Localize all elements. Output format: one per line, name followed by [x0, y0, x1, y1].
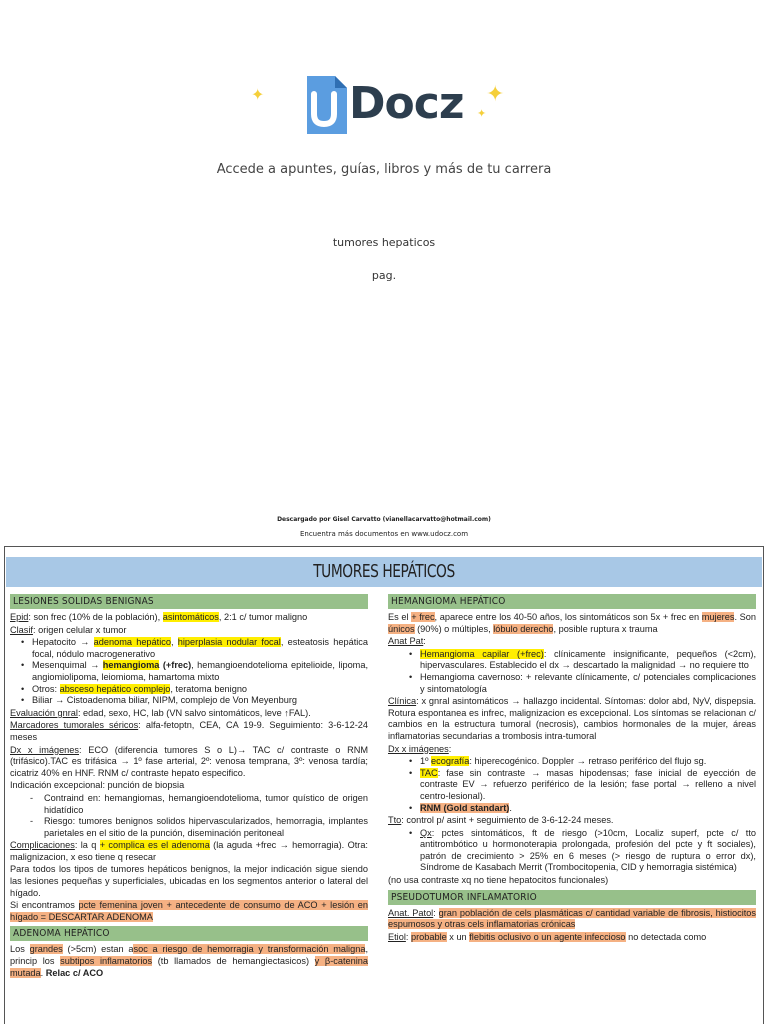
paragraph-dx-imagenes: Dx x imágenes:	[388, 743, 452, 754]
section-heading: PSEUDOTUMOR INFLAMATORIO	[388, 890, 756, 905]
paragraph-anat-patol: Anat. Patol: gran población de cels plasmáticas c/ cantidad variable de fibrosis, histiocitos espumosos y otras cels inflamatorias crónicas	[388, 907, 756, 930]
paragraph-adenoma: Los grandes (>5cm) estan asoc a riesgo de hemorragia y transformación maligna, princip los subtipos inflamatorios (tb llamados de hemangiectasicos) y β-catenina mutada. Relac c/ ACO	[10, 944, 368, 978]
left-column	[10, 594, 368, 980]
paragraph-etiol: Etiol: probable x un flebitis oclusivo o un agente infeccioso no detectada como	[388, 931, 707, 942]
paragraph-marcadores: Marcadores tumorales séricos: alfa-fetoptn, CEA, CA 19-9. Seguimiento: 3-6-12-24 meses	[10, 720, 368, 742]
list-anat-pat	[388, 649, 756, 695]
list-item: • Mesenquimal → hemangioma (+frec), hemangioendotelioma epitelioide, lipoma, angiomiolipoma, leiomioma, hamartoma mixto	[32, 660, 368, 683]
paragraph-si-encontramos: Si encontramos pcte femenina joven + antecedente de consumo de ACO + lesión en hígado = DESCARTAR ADENOMA	[10, 900, 369, 922]
paragraph-todos: Para todos los tipos de tumores hepáticos benignos, la mejor indicación sigue siendo las lesiones pequeñas y superficiales, ubicadas en los segmentos anterior o lateral del hígado.	[10, 864, 368, 898]
list-item: - Contraind en: hemangiomas, hemangioendotelioma, tumor quístico de origen hidatídico	[44, 793, 368, 816]
brand-name: Docz	[349, 78, 464, 129]
paragraph-clinica: Clínica: x gnral asintomáticos → hallazgo incidental. Síntomas: dolor abd, NyV, dispepsia. Rotura espontanea es infrec, malignizacion es excepcional. Los síntomas se relacionan c/ cambios en la estructura tumoral (necrosis), cambios hormonales de la mujer, áreas inflamatorias secundarias a trombosis intra-tumoral	[388, 696, 756, 741]
list-item: • RNM (Gold standart).	[420, 803, 756, 815]
paragraph-anat-pat: Anat Pat:	[388, 636, 426, 647]
paragraph-indicacion: Indicación excepcional: punción de biopsia	[10, 780, 185, 791]
section-heading: HEMANGIOMA HEPÁTICO	[388, 594, 756, 609]
list-item: - Riesgo: tumores benignos solidos hipervascularizados, hemorragia, implantes parietales en el sitio de la punción, diseminación peritoneal	[44, 816, 368, 839]
paragraph-epid: Epid: son frec (10% de la población), asintomáticos, 2:1 c/ tumor maligno	[10, 612, 308, 622]
document-icon	[305, 74, 349, 136]
page-label: pag.	[371, 269, 397, 282]
list-tto	[388, 828, 756, 874]
list-item: • Biliar → Cistoadenoma biliar, NIPM, complejo de Von Meyenburg	[32, 695, 368, 707]
sparkle-icon: ✦	[251, 85, 265, 104]
list-item: • Hemangioma capilar (+frec): clínicamente insignificante, pequeños (<2cm), hipervasculares. Establecido el dx → descartado la malignidad → no requiere tto	[420, 649, 756, 672]
tagline: Accede a apuntes, guías, libros y más de tu carrera	[216, 162, 552, 177]
right-column	[388, 594, 756, 944]
title-banner	[6, 557, 762, 587]
paragraph-clasif: Clasif: origen celular x tumor	[10, 624, 127, 635]
document-title: tumores hepaticos	[332, 236, 436, 249]
page-title: TUMORES HEPÁTICOS	[313, 561, 455, 582]
udocz-logo[interactable]	[305, 72, 505, 142]
paragraph-hemangioma-intro: Es el + frec, aparece entre los 40-50 años, los sintomáticos son 5x + frec en mujeres. Son únicos (90%) o múltiples, lóbulo derecho, posible ruptura x trauma	[388, 612, 757, 634]
list-item: • TAC: fase sin contraste → masas hipodensas; fase inicial de eyección de contraste EV → refuerzo periférico de la lesión; fase portal → relleno a nivel centro-lesional).	[420, 768, 756, 803]
list-clasif	[10, 637, 368, 707]
list-item: • Hepatocito → adenoma hepático, hiperplasia nodular focal, esteatosis hepática focal, nódulo macrogenerativo	[32, 637, 368, 660]
paragraph-eval: Evaluación gnral: edad, sexo, HC, lab (VN salvo sintomáticos, leve ↑FAL).	[10, 707, 311, 718]
downloaded-by: Descargado por Gisel Carvatto (vianellacarvatto@hotmail.com)	[277, 516, 491, 523]
more-documents-link[interactable]: Encuentra más documentos en www.udocz.com	[299, 530, 469, 538]
paragraph-tto: Tto: control p/ asint + seguimiento de 3-6-12-24 meses.	[388, 815, 614, 826]
section-heading: LESIONES SOLIDAS BENIGNAS	[10, 594, 368, 609]
list-item: • Hemangioma cavernoso: + relevante clínicamente, c/ potenciales complicaciones y sintomatología	[420, 672, 756, 695]
list-dx	[388, 756, 756, 814]
sparkle-icon: ✦	[477, 107, 487, 120]
paragraph-note: (no usa contraste xq no tiene hepatocitos funcionales)	[388, 875, 609, 886]
list-item: • 1º ecografía: hiperecogénico. Doppler → retraso periférico del flujo sg.	[420, 756, 756, 768]
document-page	[4, 546, 764, 1024]
list-item: • Otros: absceso hepático complejo, teratoma benigno	[32, 684, 368, 696]
paragraph-complicaciones: Complicaciones: la q + complica es el adenoma (la aguda +frec → hemorragia). Otra: malignizacion, x eso tiene q resecar	[10, 840, 368, 862]
paragraph-dx: Dx x imágenes: ECO (diferencia tumores S o L)→ TAC c/ contraste o RNM (trifásico).TAC es trifásica → 1º fase arterial, 2º: venosa temprana, 3º: venosa tardía; cicatriz 40% en HNF. RNM c/ contraste hepato especifico.	[10, 744, 368, 778]
list-indicacion	[10, 793, 368, 839]
section-heading: ADENOMA HEPÁTICO	[10, 926, 368, 941]
sparkle-icon: ✦	[486, 82, 505, 107]
list-item: • Qx: pctes sintomáticos, ft de riesgo (>10cm, Localiz superf, pcte c/ tto antitrombótico u hormonoterapia prolongada, profesión del pcte y ft sociales), patrón de crecimiento > 25% en 6 meses (> riesgo de ruptura o error dx), Síndrome de Kasabach Merrit (Trombocitopenia, CID y hemorragia sistémica)	[420, 828, 756, 874]
